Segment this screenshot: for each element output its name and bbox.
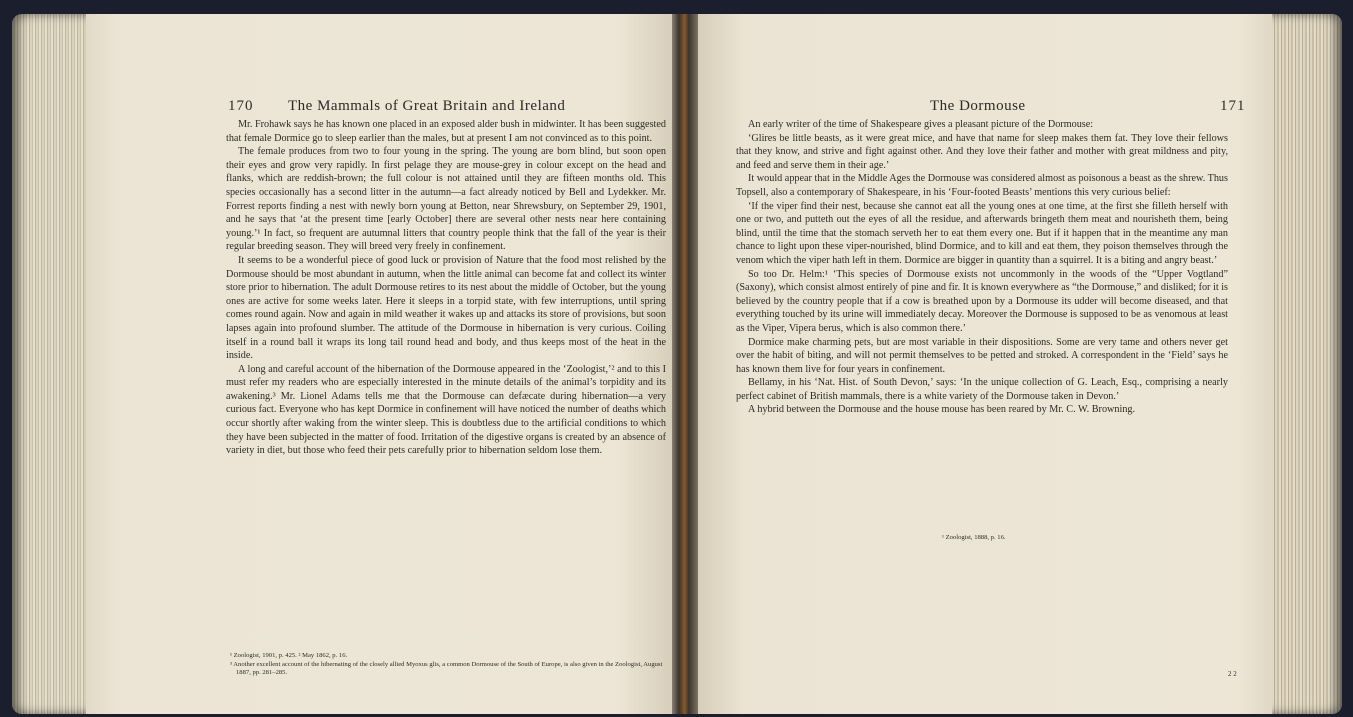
- page-body: [736, 118, 1228, 417]
- printer-signature: 2 2: [1228, 670, 1237, 678]
- paragraph: Dormice make charming pets, but are most variable in their dispositions. Some are very tame and others never get over the habit of biting, and will not permit themselves to be petted and stroked. A correspondent in the ‘Field’ says he has known them live for four years in confinement.: [736, 336, 1228, 375]
- left-page: [86, 14, 676, 714]
- paragraph: It would appear that in the Middle Ages the Dormouse was considered almost as poisonous a beast as the shrew. Thus Topsell, also a contemporary of Shakespeare, in his ‘Four-footed Beasts’ mentions this very curious belief:: [736, 173, 1228, 198]
- book-gutter: [672, 14, 700, 714]
- footnote: ³ Another excellent account of the hibernating of the closely allied Myoxus glis, a common Dormouse of the South of Europe, is also given in the Zoologist, August 1887, pp. 281–285.: [230, 660, 663, 677]
- quotation: ‘Glires be little beasts, as it were great mice, and have that name for sleep makes them fat. They love their fellows that they know, and strive and fight against other. And they love their father and mother with great mildness and pity, and feed and serve them in their age.’: [736, 132, 1228, 171]
- footnotes: [226, 652, 666, 678]
- paragraph: A hybrid between the Dormouse and the house mouse has been reared by Mr. C. W. Browning.: [748, 404, 1136, 416]
- running-head: The Mammals of Great Britain and Ireland: [288, 98, 566, 114]
- paragraph: A long and careful account of the hibernation of the Dormouse appeared in the ‘Zoologist,’² and to this I must refer my readers who are especially interested in the minute details of the animal’s torpidity and its awakening.³ Mr. Lionel Adams tells me that the Dormouse can defæcate during hibernation—a very curious fact. Everyone who has kept Dormice in confinement will have noticed the number of deaths which occur shortly after waking from the winter sleep. This is doubtless due to the artificial conditions to which they have been subjected in the matter of food. Irritation of the digestive organs is created by an absence of variety in diet, but those who feed their pets carefully prior to hibernation seldom lose them.: [226, 363, 666, 457]
- quotation: ‘If the viper find their nest, because she cannot eat all the young ones at one time, at the first she filleth herself with one or two, and putteth out the eyes of all the residue, and afterwards bringeth them meat and nourisheth them, being blind, until the time that the stomach serveth her to eat them every one. But if it happen that in the meantime any man chance to light upon these viper-nourished, blind Dormice, and to kill and eat them, they poison themselves through the venom which the viper hath left in them. Dormice are bigger in quantity than a squirrel. It is a biting and angry beast.’: [736, 200, 1228, 266]
- paragraph: The female produces from two to four young in the spring. The young are born blind, but soon open their eyes and grow very rapidly. In first pelage they are mouse-grey in colour except on the head and flanks, which are reddish-brown; the full colour is not attained until they are fifteen months old. This species occasionally has a second litter in the autumn—a fact already noticed by Bell and Lydekker. Mr. Forrest reports finding a nest with newly born young at Betton, near Shrewsbury, on September 29, 1901, and he says that ‘at the present time [early October] there are several other nests near here containing young.’¹ In fact, so frequent are autumnal litters that country people think that the fall of the year is their regular breeding season. They will breed very freely in confinement.: [226, 146, 666, 253]
- right-page: [698, 14, 1272, 714]
- page-number: 171: [1220, 98, 1246, 114]
- book-page-edges-right: [1270, 14, 1342, 714]
- page-body: [226, 118, 666, 458]
- page-number: 170: [228, 98, 254, 114]
- footnote: ¹ Zoologist, 1901, p. 425. ² May 1862, p. 16.: [230, 652, 348, 659]
- paragraph: It seems to be a wonderful piece of good luck or provision of Nature that the food most relished by the Dormouse should be most abundant in autumn, when the little animal can become fat and collect its winter store prior to hibernation. The adult Dormouse retires to its nest about the middle of October, but the young ones are active for some weeks later. Here it sleeps in a torpid state, with few interruptions, until spring comes round again. Now and again in mild weather it wakes up and attacks its store of provisions, but soon lapses again into profound slumber. The attitude of the Dormouse in hibernation is very curious. Coiling itself in a round ball it wraps its long tail round head and body, and thus keeps most of the heat in the inside.: [226, 254, 666, 362]
- footnote: ¹ Zoologist, 1888, p. 16.: [942, 534, 1006, 541]
- paragraph: Mr. Frohawk says he has known one placed in an exposed alder bush in midwinter. It has been suggested that female Dormice go to sleep earlier than the males, but at present I am not convinced as to this point.: [226, 119, 666, 144]
- paragraph: Bellamy, in his ‘Nat. Hist. of South Devon,’ says: ‘In the unique collection of G. Leach, Esq., comprising a nearly perfect cabinet of British mammals, there is a white variety of the Dormouse taken in Devon.’: [736, 377, 1228, 402]
- running-head: The Dormouse: [930, 98, 1026, 114]
- book-page-edges-left: [12, 14, 88, 714]
- footnotes: [938, 534, 1218, 543]
- paragraph: An early writer of the time of Shakespeare gives a pleasant picture of the Dormouse:: [748, 119, 1094, 130]
- paragraph: So too Dr. Helm:¹ ‘This species of Dormouse exists not uncommonly in the woods of the “Upper Vogtland” (Saxony), which consist almost entirely of pine and fir. It is known everywhere as “the Dormouse,” and disliked; for it is believed by the country people that if a cow is breathed upon by a Dormouse its udder will become diseased, and that everything touched by its urine will immediately decay. Moreover the Dormouse is supposed to be as venomous at least as the Viper, Vipera berus, which is also common there.’: [736, 268, 1228, 334]
